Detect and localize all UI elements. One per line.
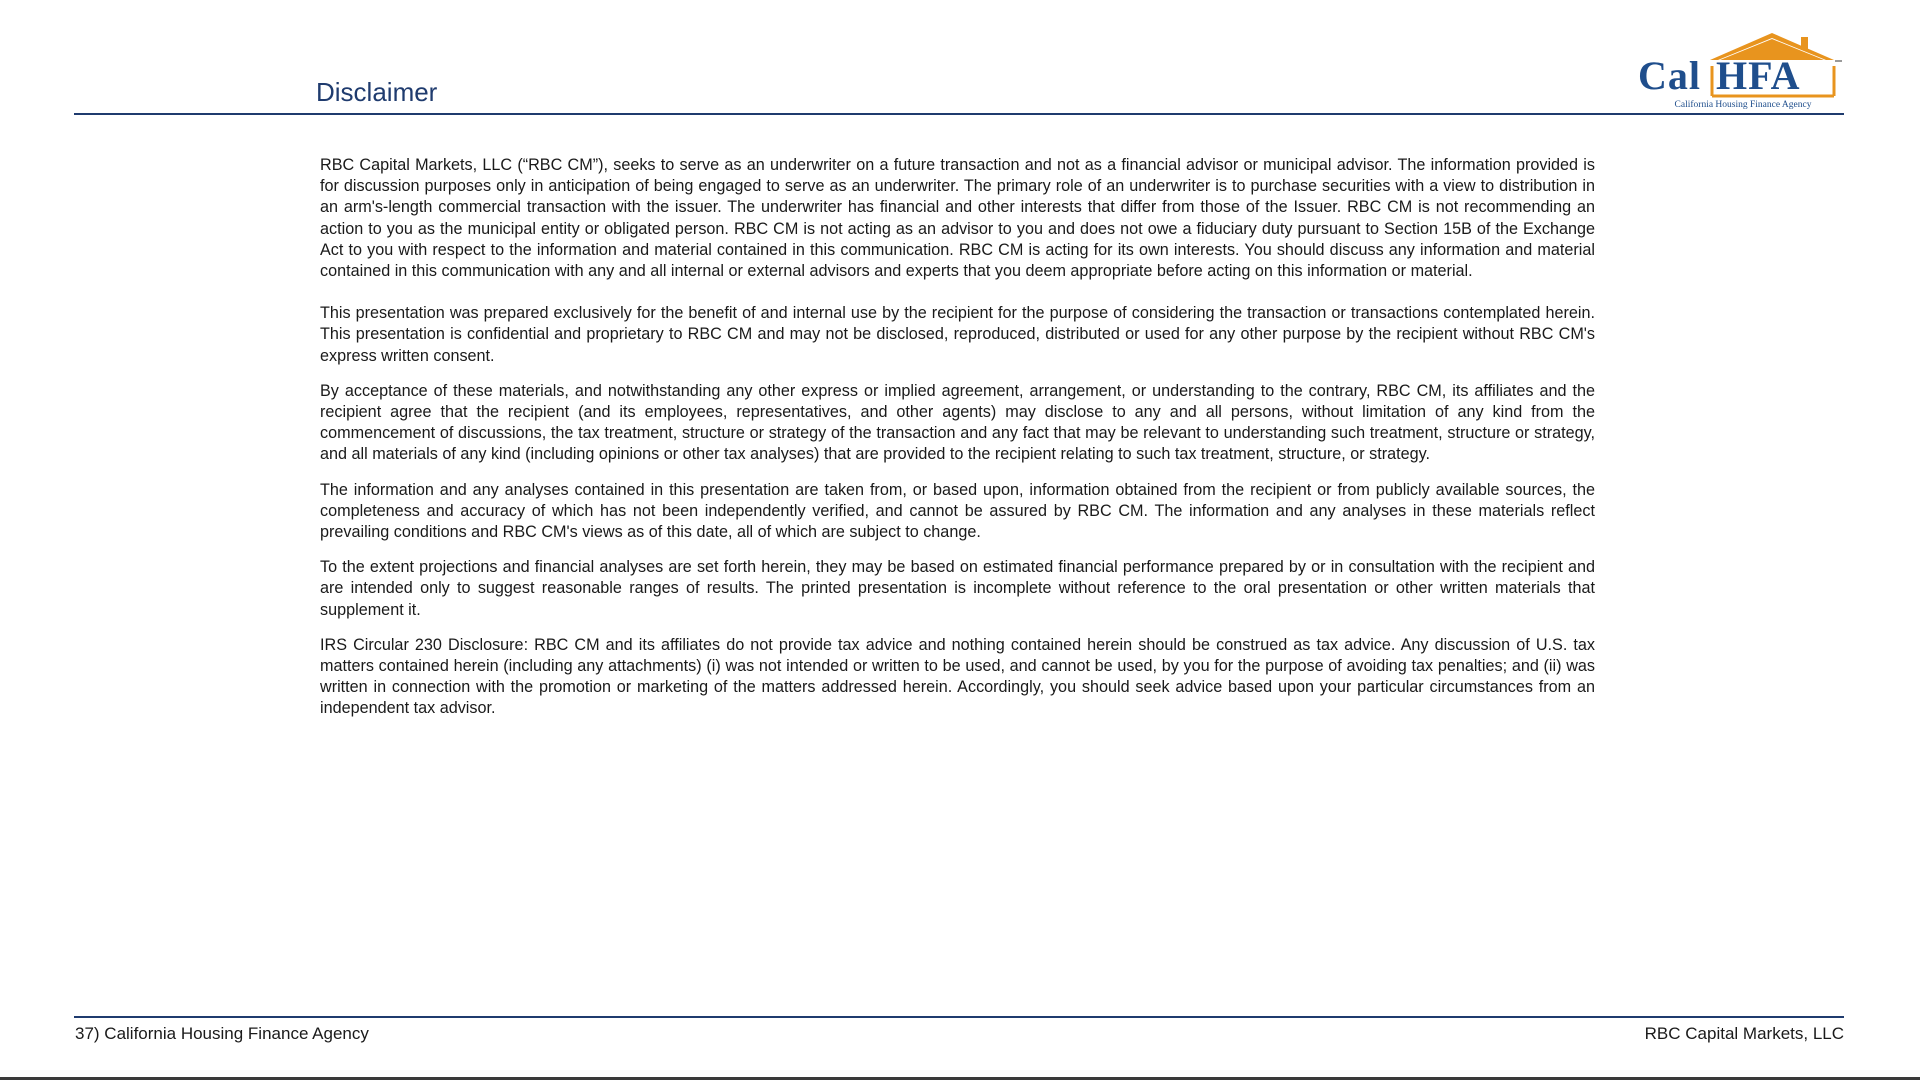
disclaimer-body bbox=[320, 155, 1595, 734]
disclaimer-paragraph-3: By acceptance of these materials, and notwithstanding any other express or implied agreement, arrangement, or understanding to the contrary, RBC CM, its affiliates and the recipient agree that the recipient (and its employees, representatives, and other agents) may disclose to any and all persons, without limitation of any kind from the commencement of discussions, the tax treatment, structure or strategy of the transaction and any fact that may be relevant to understanding such treatment, structure or strategy, and all materials of any kind (including opinions or other tax analyses) that are provided to the recipient relating to such tax treatment, structure, or strategy. bbox=[320, 381, 1595, 464]
logo-hfa: HFA bbox=[1716, 53, 1801, 98]
disclaimer-paragraph-1: RBC Capital Markets, LLC (“RBC CM”), seeks to serve as an underwriter on a future transaction and not as a financial advisor or municipal advisor. The information provided is for discussion purposes only in anticipation of being engaged to serve as an underwriter. The primary role of an underwriter is to purchase securities with a view to distribution in an arm's-length commercial transaction with the issuer. The underwriter has financial and other interests that differ from those of the Issuer. RBC CM is not recommending an action to you as the municipal entity or obligated person. RBC CM is not acting as an advisor to you and does not owe a fiduciary duty pursuant to Section 15B of the Exchange Act to you with respect to the information and material contained in this communication. RBC CM is acting for its own interests. You should discuss any information and material contained in this communication with any and all internal or external advisors and experts that you deem appropriate before acting on this information or material. bbox=[320, 156, 1595, 281]
logo-subtitle: California Housing Finance Agency bbox=[1674, 100, 1812, 110]
page-title: Disclaimer bbox=[316, 77, 438, 107]
disclaimer-paragraph-5: To the extent projections and financial analyses are set forth herein, they may be based on estimated financial performance prepared by or in consultation with the recipient and are intended only to suggest reasonable ranges of results. The printed presentation is incomplete without reference to the oral presentation or other written materials that supplement it. bbox=[320, 558, 1595, 619]
disclaimer-paragraph-4: The information and any analyses contained in this presentation are taken from, or based upon, information obtained from the recipient or from publicly available sources, the completeness and accuracy of which has not been independently verified, and cannot be assured by RBC CM. The information and any analyses in these materials reflect prevailing conditions and RBC CM's views as of this date, all of which are subject to change. bbox=[320, 480, 1595, 542]
footer-divider bbox=[74, 1016, 1844, 1018]
calhfa-logo bbox=[1636, 30, 1846, 112]
disclaimer-paragraph-6: IRS Circular 230 Disclosure: RBC CM and its affiliates do not provide tax advice and nothing contained herein should be construed as tax advice. Any discussion of U.S. tax matters contained herein (including any attachments) (i) was not intended or written to be used, and cannot be used, by you for the purpose of avoiding tax penalties; and (ii) was written in connection with the promotion or marketing of the matters addressed herein. Accordingly, you should seek advice based upon your particular circumstances from an independent tax advisor. bbox=[320, 635, 1595, 718]
footer-page-label: 37) California Housing Finance Agency bbox=[75, 1024, 369, 1043]
disclaimer-paragraph-2: This presentation was prepared exclusively for the benefit of and internal use by the recipient for the purpose of considering the transaction or transactions contemplated herein. This presentation is confidential and proprietary to RBC CM and may not be disclosed, reproduced, distributed or used for any other purpose by the recipient without RBC CM's express written consent. bbox=[320, 304, 1595, 365]
footer-company: RBC Capital Markets, LLC bbox=[1644, 1024, 1844, 1043]
logo-cal: Cal bbox=[1638, 53, 1701, 98]
header-divider bbox=[74, 113, 1844, 115]
